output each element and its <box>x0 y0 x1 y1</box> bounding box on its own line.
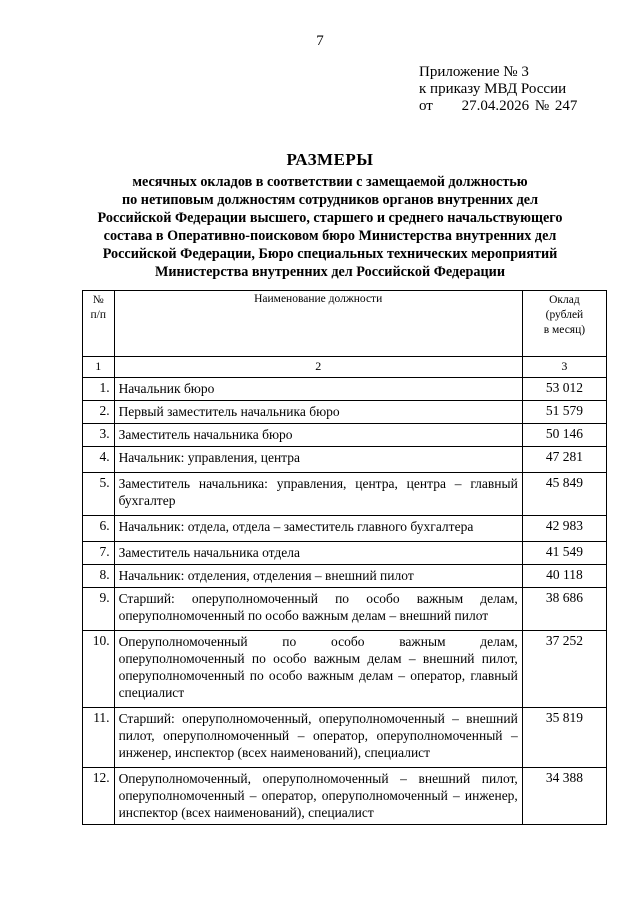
table-row <box>83 378 607 401</box>
salary-value: 50 146 <box>522 424 606 447</box>
position-name: Старший: оперуполномоченный, оперуполномоченный – внешний пилот, оперуполномоченный – оператор, оперуполномоченный – инженер, инспектор (всех наименований), специалист <box>114 708 522 768</box>
position-name: Заместитель начальника бюро <box>114 424 522 447</box>
salary-value: 53 012 <box>522 378 606 401</box>
position-name: Начальник: управления, центра <box>114 447 522 473</box>
header-salary <box>522 291 606 357</box>
heading-line: состава в Оперативно-поисковом бюро Министерства внутренних дел <box>103 228 557 244</box>
header-number <box>83 291 115 357</box>
table-row <box>83 447 607 473</box>
heading-line: Министерства внутренних дел Российской Федерации <box>154 264 506 280</box>
row-number: 7. <box>83 542 115 565</box>
salary-value: 51 579 <box>522 401 606 424</box>
appendix-date-number: от 27.04.2026 № 247 <box>419 98 578 114</box>
position-name: Оперуполномоченный по особо важным делам, оперуполномоченный по особо важным делам – внешний пилот, оперуполномоченный по особо важным делам – оператор, главный специалист <box>114 631 522 708</box>
row-number: 1. <box>83 378 115 401</box>
header-salary-line: в месяц) <box>543 324 586 336</box>
row-number: 5. <box>83 473 115 516</box>
header-salary-line: (рублей <box>545 309 584 321</box>
table-row <box>83 401 607 424</box>
salary-value: 34 388 <box>522 768 606 825</box>
heading-line: Российской Федерации, Бюро специальных технических мероприятий <box>102 246 558 262</box>
salary-value: 38 686 <box>522 588 606 631</box>
row-number: 10. <box>83 631 115 708</box>
table-row <box>83 768 607 825</box>
table-row <box>83 473 607 516</box>
header-salary-line: Оклад <box>549 294 580 306</box>
position-name: Заместитель начальника отдела <box>114 542 522 565</box>
table-row <box>83 708 607 768</box>
header-number-abbr: п/п <box>90 309 107 321</box>
heading-line: по нетиповым должностям сотрудников органов внутренних дел <box>121 192 539 208</box>
document-heading <box>60 150 600 281</box>
position-name: Начальник: отдела, отдела – заместитель главного бухгалтера <box>114 516 522 542</box>
document-title: РАЗМЕРЫ <box>286 150 374 169</box>
position-name: Начальник: отделения, отделения – внешний пилот <box>114 565 522 588</box>
table-index-row <box>83 357 607 378</box>
page-number: 7 <box>316 33 324 49</box>
salary-value: 40 118 <box>522 565 606 588</box>
index-cell: 3 <box>522 357 606 378</box>
header-position-name: Наименование должности <box>114 291 522 357</box>
position-name: Старший: оперуполномоченный по особо важным делам, оперуполномоченный по особо важным делам – внешний пилот <box>114 588 522 631</box>
salary-value: 35 819 <box>522 708 606 768</box>
salary-value: 45 849 <box>522 473 606 516</box>
row-number: 8. <box>83 565 115 588</box>
heading-line: месячных окладов в соответствии с замещаемой должностью <box>132 174 528 190</box>
position-name: Первый заместитель начальника бюро <box>114 401 522 424</box>
header-number-sign: № <box>92 294 104 306</box>
table-row <box>83 516 607 542</box>
table-row <box>83 424 607 447</box>
table-header-row <box>83 291 607 357</box>
index-cell: 1 <box>83 357 115 378</box>
row-number: 6. <box>83 516 115 542</box>
salary-value: 42 983 <box>522 516 606 542</box>
row-number: 4. <box>83 447 115 473</box>
appendix-order-ref: к приказу МВД России <box>419 81 567 97</box>
table-row <box>83 565 607 588</box>
row-number: 9. <box>83 588 115 631</box>
salary-value: 41 549 <box>522 542 606 565</box>
index-cell: 2 <box>114 357 522 378</box>
position-name: Заместитель начальника: управления, центра, центра – главный бухгалтер <box>114 473 522 516</box>
salary-value: 37 252 <box>522 631 606 708</box>
table-row <box>83 588 607 631</box>
salary-value: 47 281 <box>522 447 606 473</box>
row-number: 3. <box>83 424 115 447</box>
table-row <box>83 542 607 565</box>
appendix-block <box>419 64 577 115</box>
row-number: 12. <box>83 768 115 825</box>
heading-line: Российской Федерации высшего, старшего и среднего начальствующего <box>97 210 563 226</box>
table-row <box>83 631 607 708</box>
appendix-title: Приложение № 3 <box>419 64 529 80</box>
row-number: 11. <box>83 708 115 768</box>
position-name: Начальник бюро <box>114 378 522 401</box>
position-name: Оперуполномоченный, оперуполномоченный – внешний пилот, оперуполномоченный – оператор, оперуполномоченный – инженер, инспектор (всех наименований), специалист <box>114 768 522 825</box>
row-number: 2. <box>83 401 115 424</box>
salary-table <box>82 290 607 825</box>
